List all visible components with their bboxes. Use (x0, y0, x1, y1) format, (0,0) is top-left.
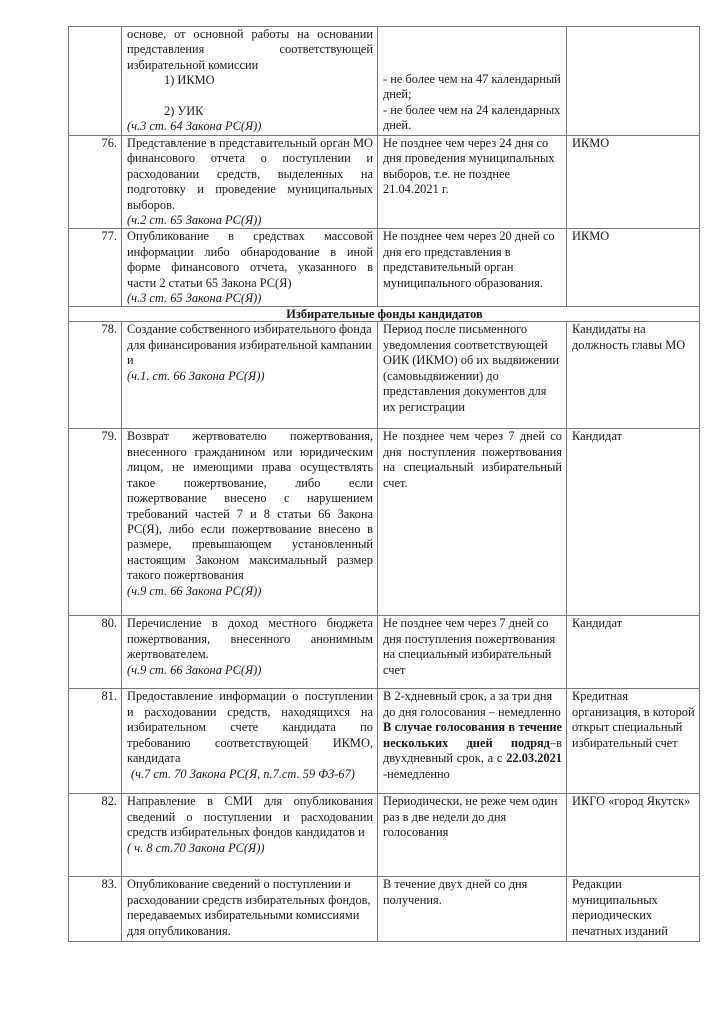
action-cell (122, 689, 378, 794)
law-reference: (ч.7 ст. 70 Закона РС(Я, п.7.ст. 59 ФЗ-67) (131, 766, 355, 781)
responsible-cell: ИКГО «город Якутск» (567, 794, 700, 877)
action-cell (122, 322, 378, 429)
table-row (69, 27, 700, 136)
section-header-row (69, 307, 700, 322)
action-cell (122, 429, 378, 616)
law-reference: (ч.2 ст. 65 Закона РС(Я)) (127, 213, 262, 228)
action-cell (122, 229, 378, 307)
deadline-cell: В течение двух дней со дня получения. (378, 877, 567, 942)
action-cell (122, 794, 378, 877)
law-reference: (ч.3 ст. 65 Закона РС(Я)) (127, 291, 262, 306)
deadline-bold-text: В случае голосования в течение нескольких дней подряд (383, 720, 562, 750)
action-text: Опубликование в средствах массовой информации либо обнародование в иной форме финансового отчета, указанного в части 2 статьи 65 Закона РС(Я) (127, 229, 373, 290)
action-text: Перечисление в доход местного бюджета пожертвования, внесенного анонимным жертвователем. (127, 616, 373, 662)
action-text: Возврат жертвователю пожертвования, внесенного гражданином или юридическим лицом, не имеющими права осуществлять такое пожертвование, либо если пожертвование внесено с нарушением требований частей 7 и 8 статьи 66 Закона РС(Я), либо если пожертвование внесено в размере, превышающем установленный настоящим Законом максимальный размер такого пожертвования (127, 429, 373, 583)
deadline-text: В 2-хдневный срок, а за три дня до дня голосования – немедленно (383, 689, 561, 719)
law-reference: (ч.9 ст. 66 Закона РС(Я)) (127, 662, 262, 677)
deadline-cell: Не позднее чем через 20 дней со дня его представления в представительный орган муниципального образования. (378, 229, 567, 307)
action-text: Создание собственного избирательного фонда для финансирования избирательной кампании и (127, 322, 372, 368)
row-number: 77. (69, 229, 122, 307)
responsible-cell: Кандидат (567, 616, 700, 689)
responsible-cell: ИКМО (567, 229, 700, 307)
table-row (69, 322, 700, 429)
action-cell (122, 27, 378, 136)
responsible-cell: Редакции муниципальных периодических печатных изданий (567, 877, 700, 942)
table-row (69, 229, 700, 307)
table-row (69, 877, 700, 942)
law-reference: (ч.3 ст. 64 Закона РС(Я)) (127, 119, 262, 134)
deadline-text-ikmo: - не более чем на 47 календарный дней; (383, 72, 561, 102)
deadline-cell: Не позднее чем через 24 дня со дня проведения муниципальных выборов, т.е. не позднее 21.04.2021 г. (378, 136, 567, 229)
action-text: Представление в представительный орган МО финансового отчета о поступлении и расходовании средств, выделенных на подготовку и проведение муниципальных выборов. (127, 136, 373, 212)
row-number: 78. (69, 322, 122, 429)
table-row (69, 794, 700, 877)
section-title: Избирательные фонды кандидатов (69, 307, 700, 322)
deadline-cell: Период после письменного уведомления соответствующей ОИК (ИКМО) об их выдвижении (самовыдвижении) до представления документов для их регистрации (378, 322, 567, 429)
deadline-tail-text: –в двухдневный срок, а с (383, 735, 562, 766)
action-cell: Опубликование сведений о поступлении и расходовании средств избирательных фондов, передаваемых избирательными комиссиями для опубликования. (122, 877, 378, 942)
responsible-cell: Кредитная организация, в которой открыт специальный избирательный счет (567, 689, 700, 794)
row-number: 76. (69, 136, 122, 229)
action-cell (122, 136, 378, 229)
deadline-date: 22.03.2021 (506, 751, 562, 766)
row-number: 81. (69, 689, 122, 794)
row-number: 83. (69, 877, 122, 942)
responsible-cell: Кандидат (567, 429, 700, 616)
table-row (69, 429, 700, 616)
row-number: 79. (69, 429, 122, 616)
row-number: 82. (69, 794, 122, 877)
table-row (69, 689, 700, 794)
responsible-cell (567, 27, 700, 136)
law-reference: (ч.9 ст. 66 Закона РС(Я)) (127, 583, 262, 598)
deadline-cell: Не позднее чем через 7 дней со дня поступления пожертвования на специальный избирательный счет (378, 616, 567, 689)
law-reference: ( ч. 8 ст.70 Закона РС(Я)) (127, 840, 265, 855)
deadline-end-text: -немедленно (383, 766, 450, 781)
law-reference: (ч.1. ст. 66 Закона РС(Я)) (127, 368, 265, 383)
responsible-cell: ИКМО (567, 136, 700, 229)
action-cell (122, 616, 378, 689)
row-number (69, 27, 122, 136)
row-number: 80. (69, 616, 122, 689)
deadline-cell (378, 27, 567, 136)
table-row (69, 136, 700, 229)
action-text: Направление в СМИ для опубликования сведений о поступлении и расходовании средств избирательных фондов кандидатов и (127, 794, 373, 840)
action-text: Предоставление информации о поступлении и расходовании средств, находящихся на избирательном счете кандидата по требованию соответствующей ИКМО, кандидата (127, 689, 373, 766)
table-row (69, 616, 700, 689)
deadline-text-uik: - не более чем на 24 календарных дней. (383, 102, 561, 133)
election-schedule-table (68, 26, 700, 942)
sub-item-ikmo: 1) ИКМО (164, 73, 215, 88)
action-text: основе, от основной работы на основании представления соответствующей избирательной комиссии (127, 27, 373, 72)
sub-item-uik: 2) УИК (164, 103, 204, 118)
responsible-cell: Кандидаты на должность главы МО (567, 322, 700, 429)
deadline-cell: Не позднее чем через 7 дней со дня поступления пожертвования на специальный избирательный счет. (378, 429, 567, 616)
deadline-cell: Периодически, не реже чем один раз в две недели до дня голосования (378, 794, 567, 877)
deadline-cell (378, 689, 567, 794)
